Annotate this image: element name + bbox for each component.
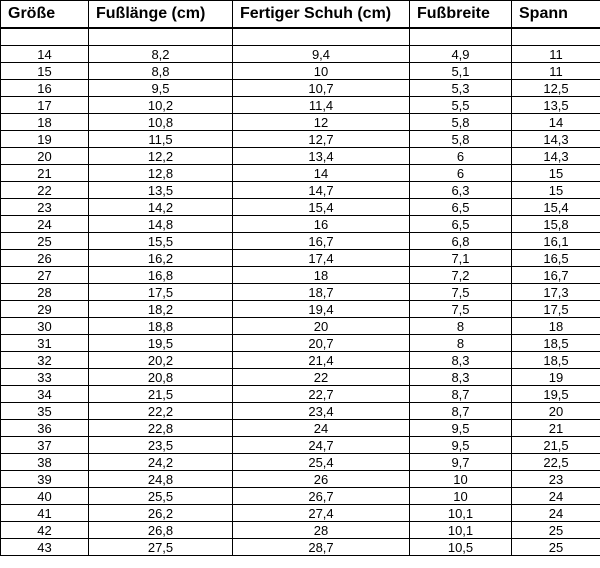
cell-fusslaenge: 20,8 (89, 369, 233, 386)
cell-fusslaenge: 21,5 (89, 386, 233, 403)
cell-fusslaenge: 10,8 (89, 114, 233, 131)
cell-fussbreite: 9,5 (410, 420, 512, 437)
table-row (1, 335, 600, 352)
cell-groesse: 21 (1, 165, 89, 182)
cell-groesse: 43 (1, 539, 89, 556)
cell-fussbreite: 7,2 (410, 267, 512, 284)
cell-groesse: 42 (1, 522, 89, 539)
cell-fussbreite: 10,5 (410, 539, 512, 556)
cell-spann: 19 (512, 369, 600, 386)
table-row (1, 522, 600, 539)
cell-groesse: 41 (1, 505, 89, 522)
table-row (1, 267, 600, 284)
cell-fussbreite: 8,3 (410, 369, 512, 386)
cell-spann: 11 (512, 46, 600, 63)
cell-fussbreite: 6 (410, 148, 512, 165)
cell-fusslaenge: 23,5 (89, 437, 233, 454)
cell-spann: 25 (512, 539, 600, 556)
cell-fertiger-schuh: 25,4 (233, 454, 410, 471)
table-row (1, 403, 600, 420)
cell-fusslaenge: 15,5 (89, 233, 233, 250)
cell-fusslaenge: 20,2 (89, 352, 233, 369)
cell-fussbreite: 5,8 (410, 131, 512, 148)
blank-cell (512, 28, 600, 46)
cell-fertiger-schuh: 10 (233, 63, 410, 80)
cell-spann: 21,5 (512, 437, 600, 454)
table-row (1, 216, 600, 233)
cell-fussbreite: 6,5 (410, 199, 512, 216)
cell-fertiger-schuh: 15,4 (233, 199, 410, 216)
cell-spann: 23 (512, 471, 600, 488)
table-row (1, 46, 600, 63)
cell-fussbreite: 10 (410, 488, 512, 505)
cell-fussbreite: 10,1 (410, 505, 512, 522)
cell-groesse: 30 (1, 318, 89, 335)
cell-fusslaenge: 11,5 (89, 131, 233, 148)
table-row (1, 352, 600, 369)
cell-groesse: 37 (1, 437, 89, 454)
cell-spann: 16,1 (512, 233, 600, 250)
cell-fusslaenge: 12,8 (89, 165, 233, 182)
cell-groesse: 18 (1, 114, 89, 131)
cell-fertiger-schuh: 28 (233, 522, 410, 539)
cell-fussbreite: 5,1 (410, 63, 512, 80)
cell-fussbreite: 6,3 (410, 182, 512, 199)
cell-fussbreite: 5,5 (410, 97, 512, 114)
table-row (1, 386, 600, 403)
table-row (1, 539, 600, 556)
cell-fussbreite: 8 (410, 318, 512, 335)
cell-fertiger-schuh: 13,4 (233, 148, 410, 165)
cell-fertiger-schuh: 20,7 (233, 335, 410, 352)
cell-groesse: 36 (1, 420, 89, 437)
table-row (1, 488, 600, 505)
cell-groesse: 29 (1, 301, 89, 318)
cell-groesse: 35 (1, 403, 89, 420)
cell-fertiger-schuh: 22 (233, 369, 410, 386)
cell-fussbreite: 5,8 (410, 114, 512, 131)
cell-groesse: 22 (1, 182, 89, 199)
header-fusslaenge: Fußlänge (cm) (89, 1, 233, 29)
blank-cell (233, 28, 410, 46)
cell-fusslaenge: 10,2 (89, 97, 233, 114)
cell-fusslaenge: 16,2 (89, 250, 233, 267)
cell-fertiger-schuh: 19,4 (233, 301, 410, 318)
cell-fusslaenge: 25,5 (89, 488, 233, 505)
cell-fussbreite: 10 (410, 471, 512, 488)
cell-fusslaenge: 13,5 (89, 182, 233, 199)
table-row (1, 80, 600, 97)
cell-spann: 20 (512, 403, 600, 420)
cell-fusslaenge: 8,8 (89, 63, 233, 80)
cell-fertiger-schuh: 17,4 (233, 250, 410, 267)
table-row (1, 471, 600, 488)
cell-spann: 18 (512, 318, 600, 335)
cell-spann: 12,5 (512, 80, 600, 97)
table-row (1, 318, 600, 335)
cell-groesse: 20 (1, 148, 89, 165)
cell-groesse: 14 (1, 46, 89, 63)
cell-fertiger-schuh: 11,4 (233, 97, 410, 114)
header-groesse: Größe (1, 1, 89, 29)
table-body (1, 28, 600, 556)
cell-spann: 15 (512, 165, 600, 182)
cell-groesse: 28 (1, 284, 89, 301)
cell-fusslaenge: 22,8 (89, 420, 233, 437)
cell-groesse: 25 (1, 233, 89, 250)
cell-fussbreite: 8,7 (410, 386, 512, 403)
table-row (1, 250, 600, 267)
cell-fusslaenge: 26,2 (89, 505, 233, 522)
cell-spann: 11 (512, 63, 600, 80)
cell-fertiger-schuh: 22,7 (233, 386, 410, 403)
cell-fertiger-schuh: 12,7 (233, 131, 410, 148)
cell-groesse: 39 (1, 471, 89, 488)
table-row (1, 131, 600, 148)
header-fertiger-schuh: Fertiger Schuh (cm) (233, 1, 410, 29)
cell-fertiger-schuh: 26 (233, 471, 410, 488)
table-row (1, 165, 600, 182)
table-row (1, 148, 600, 165)
table-row (1, 114, 600, 131)
cell-spann: 16,7 (512, 267, 600, 284)
cell-fusslaenge: 24,2 (89, 454, 233, 471)
cell-spann: 24 (512, 488, 600, 505)
cell-fusslaenge: 14,8 (89, 216, 233, 233)
table-row (1, 182, 600, 199)
cell-fertiger-schuh: 18,7 (233, 284, 410, 301)
cell-fusslaenge: 22,2 (89, 403, 233, 420)
cell-fertiger-schuh: 23,4 (233, 403, 410, 420)
cell-fussbreite: 6,8 (410, 233, 512, 250)
table-row (1, 97, 600, 114)
cell-fussbreite: 10,1 (410, 522, 512, 539)
cell-fertiger-schuh: 21,4 (233, 352, 410, 369)
header-fussbreite: Fußbreite (410, 1, 512, 29)
cell-fertiger-schuh: 9,4 (233, 46, 410, 63)
cell-fertiger-schuh: 12 (233, 114, 410, 131)
blank-row (1, 28, 600, 46)
cell-fussbreite: 9,7 (410, 454, 512, 471)
cell-fusslaenge: 16,8 (89, 267, 233, 284)
cell-groesse: 32 (1, 352, 89, 369)
table-row (1, 369, 600, 386)
cell-fusslaenge: 18,8 (89, 318, 233, 335)
cell-spann: 15,8 (512, 216, 600, 233)
cell-groesse: 19 (1, 131, 89, 148)
cell-spann: 16,5 (512, 250, 600, 267)
cell-spann: 24 (512, 505, 600, 522)
cell-fertiger-schuh: 14,7 (233, 182, 410, 199)
cell-fertiger-schuh: 24,7 (233, 437, 410, 454)
cell-groesse: 40 (1, 488, 89, 505)
cell-spann: 19,5 (512, 386, 600, 403)
cell-groesse: 17 (1, 97, 89, 114)
table-row (1, 437, 600, 454)
cell-fertiger-schuh: 16,7 (233, 233, 410, 250)
cell-fertiger-schuh: 24 (233, 420, 410, 437)
cell-groesse: 26 (1, 250, 89, 267)
cell-fussbreite: 8,7 (410, 403, 512, 420)
cell-fusslaenge: 18,2 (89, 301, 233, 318)
cell-fusslaenge: 8,2 (89, 46, 233, 63)
header-row (1, 1, 600, 29)
cell-spann: 14,3 (512, 148, 600, 165)
cell-fusslaenge: 26,8 (89, 522, 233, 539)
table-row (1, 233, 600, 250)
cell-spann: 21 (512, 420, 600, 437)
cell-fertiger-schuh: 10,7 (233, 80, 410, 97)
cell-spann: 18,5 (512, 352, 600, 369)
cell-spann: 17,5 (512, 301, 600, 318)
cell-fusslaenge: 17,5 (89, 284, 233, 301)
table-row (1, 63, 600, 80)
cell-fertiger-schuh: 26,7 (233, 488, 410, 505)
cell-spann: 15 (512, 182, 600, 199)
cell-fussbreite: 5,3 (410, 80, 512, 97)
cell-fertiger-schuh: 28,7 (233, 539, 410, 556)
cell-fussbreite: 7,1 (410, 250, 512, 267)
blank-cell (89, 28, 233, 46)
table-row (1, 505, 600, 522)
table-row (1, 420, 600, 437)
header-spann: Spann (512, 1, 600, 29)
cell-fertiger-schuh: 16 (233, 216, 410, 233)
cell-spann: 22,5 (512, 454, 600, 471)
cell-fusslaenge: 14,2 (89, 199, 233, 216)
blank-cell (410, 28, 512, 46)
cell-fertiger-schuh: 20 (233, 318, 410, 335)
cell-fussbreite: 6 (410, 165, 512, 182)
cell-fertiger-schuh: 27,4 (233, 505, 410, 522)
cell-fusslaenge: 19,5 (89, 335, 233, 352)
cell-spann: 14 (512, 114, 600, 131)
cell-fussbreite: 8,3 (410, 352, 512, 369)
cell-fussbreite: 8 (410, 335, 512, 352)
cell-groesse: 23 (1, 199, 89, 216)
cell-spann: 17,3 (512, 284, 600, 301)
cell-spann: 18,5 (512, 335, 600, 352)
cell-fertiger-schuh: 14 (233, 165, 410, 182)
cell-groesse: 15 (1, 63, 89, 80)
cell-spann: 25 (512, 522, 600, 539)
cell-groesse: 24 (1, 216, 89, 233)
cell-fussbreite: 7,5 (410, 284, 512, 301)
cell-spann: 14,3 (512, 131, 600, 148)
cell-groesse: 34 (1, 386, 89, 403)
cell-groesse: 16 (1, 80, 89, 97)
cell-fussbreite: 4,9 (410, 46, 512, 63)
cell-fusslaenge: 9,5 (89, 80, 233, 97)
cell-spann: 13,5 (512, 97, 600, 114)
cell-fussbreite: 7,5 (410, 301, 512, 318)
table-row (1, 454, 600, 471)
table-row (1, 199, 600, 216)
cell-groesse: 31 (1, 335, 89, 352)
cell-fusslaenge: 24,8 (89, 471, 233, 488)
cell-groesse: 33 (1, 369, 89, 386)
table-row (1, 301, 600, 318)
table-row (1, 284, 600, 301)
cell-groesse: 38 (1, 454, 89, 471)
cell-fusslaenge: 27,5 (89, 539, 233, 556)
cell-fussbreite: 9,5 (410, 437, 512, 454)
cell-fusslaenge: 12,2 (89, 148, 233, 165)
cell-fussbreite: 6,5 (410, 216, 512, 233)
cell-groesse: 27 (1, 267, 89, 284)
cell-fertiger-schuh: 18 (233, 267, 410, 284)
cell-spann: 15,4 (512, 199, 600, 216)
blank-cell (1, 28, 89, 46)
